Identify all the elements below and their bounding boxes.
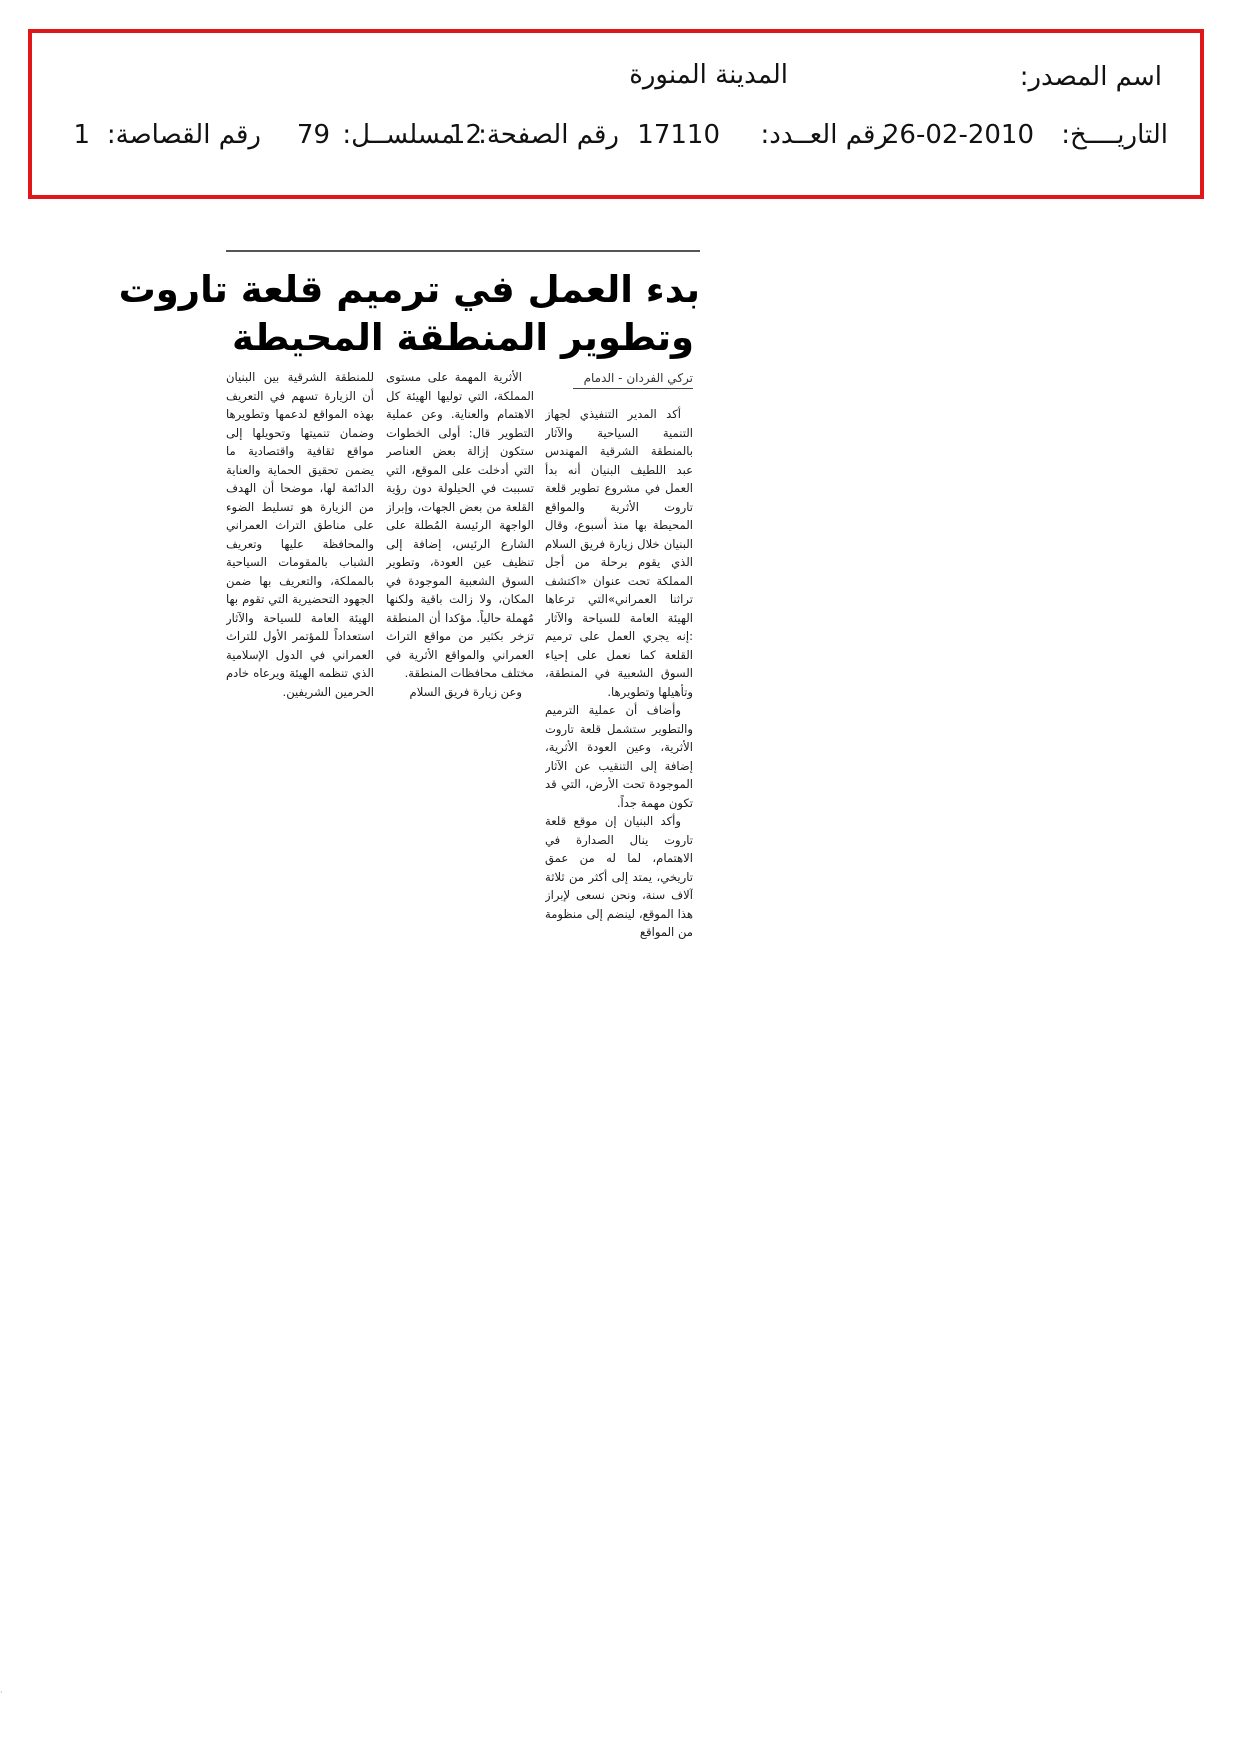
page-value: 12: [448, 120, 482, 150]
paragraph: وأضاف أن عملية الترميم والتطوير ستشمل قلعة تاروت الأثرية، وعين العودة الأثرية، إضافة إلى التنقيب عن الآثار الموجودة تحت الأرض، التي قد تكون مهمة جداً.: [545, 703, 693, 810]
serial-value: 79: [296, 120, 330, 150]
article-top-rule: [226, 250, 700, 252]
paragraph: للمنطقة الشرقية بين البنيان أن الزيارة تسهم في التعريف بهذه المواقع لدعمها وتطويرها وضمان تنميتها وتحويلها إلى مواقع ثقافية واقتصادية ما يضمن تحقيق الحماية والعناية الدائمة لها، موضحا أن الهدف من الزيارة هو تسليط الضوء على مناطق التراث العمراني والمحافظة عليها وتعريف الشباب بالمقومات السياحية بالمملكة، والتعريف بها ضمن الجهود التحضيرية التي تقوم بها الهيئة العامة للسياحة والآثار استعداداً للمؤتمر الأول للتراث العمراني في الدول الإسلامية الذي تنظمه الهيئة ويرعاه خادم الحرمين الشريفين.: [226, 370, 374, 699]
source-label: اسم المصدر:: [1019, 62, 1162, 92]
serial-label: مسلســل:: [342, 120, 455, 150]
page-label: رقم الصفحة:: [478, 120, 619, 150]
source-info-frame: [28, 29, 1204, 199]
clip-value: 1: [73, 120, 90, 150]
clip-label: رقم القصاصة:: [106, 120, 261, 150]
issue-value: 17110: [637, 120, 720, 150]
source-value: المدينة المنورة: [629, 60, 788, 90]
article-column-left: [226, 368, 374, 738]
article-title-line-1: بدء العمل في ترميم قلعة تاروت: [118, 268, 700, 311]
issue-label: رقم العــدد:: [760, 120, 888, 150]
paragraph: أكد المدير التنفيذي لجهاز التنمية السياحية والآثار بالمنطقة الشرقية المهندس عبد اللطيف البنيان أنه بدأ العمل في مشروع تطوير قلعة تاروت الأثرية والمواقع المحيطة بها منذ أسبوع، وقال البنيان خلال زيارة فريق السلام الذي يقوم برحلة من أجل المملكة تحت عنوان «اكتشف تراثنا العمراني»التي ترعاها الهيئة العامة للسياحة والآثار :إنه يجري العمل على ترميم القلعة كما نعمل على إحياء السوق الشعبية في المنطقة، وتأهيلها وتطويرها.: [545, 407, 693, 699]
article-column-right: [545, 405, 693, 960]
paragraph: وأكد البنيان إن موقع قلعة تاروت ينال الصدارة في الاهتمام، لما له من عمق تاريخي، يمتد إلى أكثر من ثلاثة آلاف سنة، ونحن نسعى لإبراز هذا الموقع، لينضم إلى منظومة من المواقع: [545, 814, 693, 939]
article-column-middle: [386, 368, 534, 738]
article-byline: تركي الفردان - الدمام: [573, 371, 693, 389]
paragraph: الأثرية المهمة على مستوى المملكة، التي توليها الهيئة كل الاهتمام والعناية. وعن عملية التطوير قال: أولى الخطوات ستكون إزالة بعض العناصر التي أدخلت على الموقع، التي تسببت في الحيلولة دون رؤية القلعة من بعض الجهات، وإبراز الواجهة الرئيسة المُطلة على الشارع الرئيس، إضافة إلى تنظيف عين العودة، وتطوير السوق الشعبية الموجودة في المكان، ولا زالت باقية ولكنها مُهملة حالياً. مؤكدا أن المنطقة تزخر بكثير من مواقع التراث العمراني والمواقع الأثرية في مختلف محافظات المنطقة.: [386, 370, 534, 680]
paragraph: وعن زيارة فريق السلام: [409, 684, 522, 699]
date-label: التاريــــخ:: [1061, 120, 1168, 150]
scan-margin-mark: ·: [0, 1688, 3, 1697]
date-value: 26-02-2010: [882, 120, 1034, 150]
article-title-line-2: وتطوير المنطقة المحيطة: [231, 316, 695, 359]
